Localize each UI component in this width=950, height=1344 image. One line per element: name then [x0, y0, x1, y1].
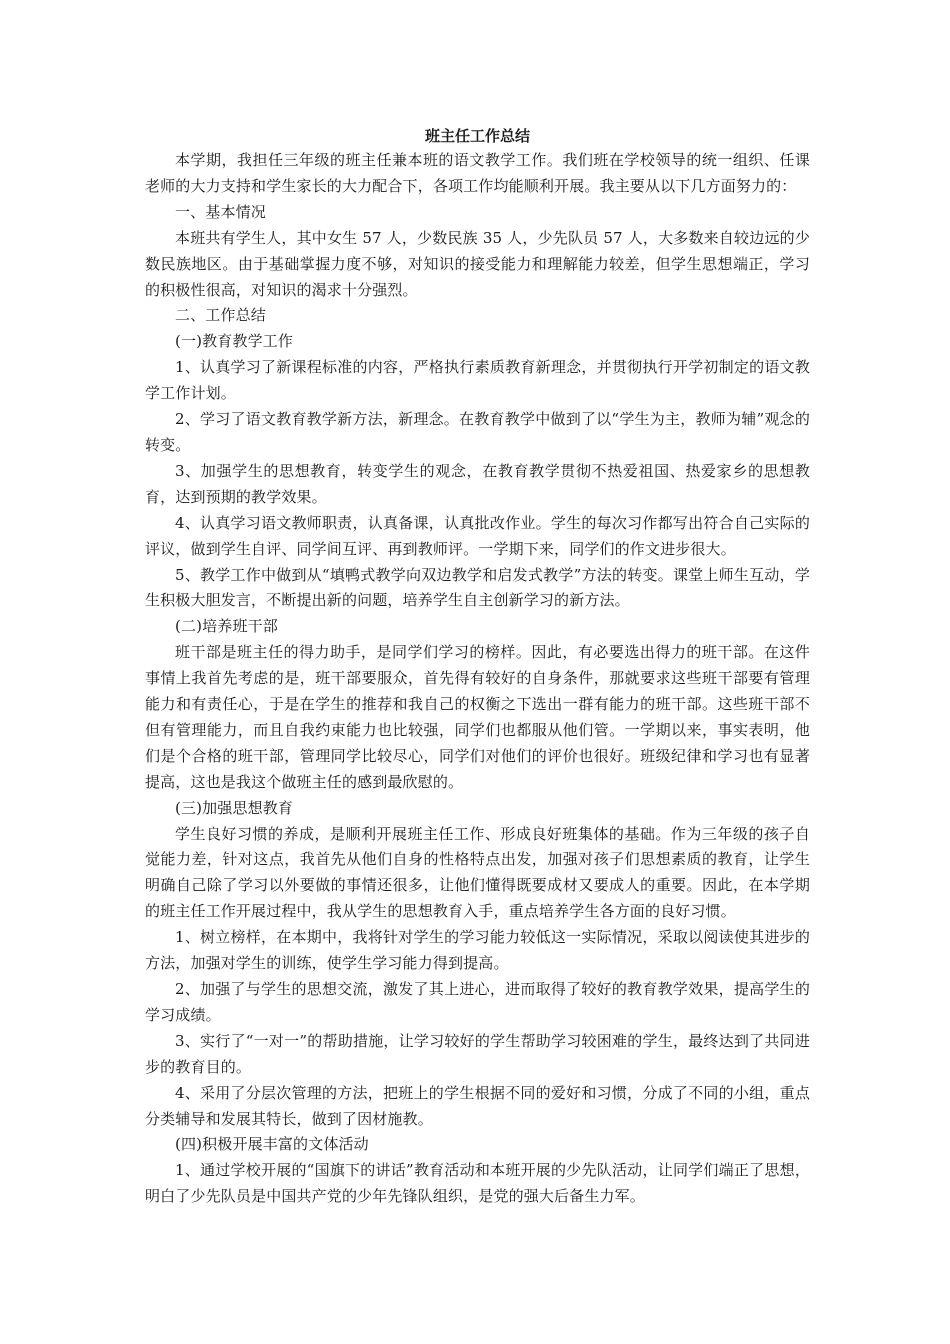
document-title: 班主任工作总结	[424, 127, 530, 145]
paragraph-teaching-item-4: 4、认真学习语文教师职责，认真备课，认真批改作业。学生的每次习作都写出符合自己实际的评议，做到学生自评、同学间互评、再到教师评。一学期下来，同学们的作文进步很大。	[145, 513, 810, 558]
paragraph-ideology-item-4: 4、采用了分层次管理的方法，把班上的学生根据不同的爱好和习惯，分成了不同的小组，重点分类辅导和发展其特长，做到了因材施教。	[145, 1083, 810, 1128]
paragraph-basic-situation: 本班共有学生人，其中女生 57 人，少数民族 35 人，少先队员 57 人，大多数来自较边远的少数民族地区。由于基础掌握力度不够，对知识的接受能力和理解能力较差，但学生思想端正，学习的积极性很高，对知识的渴求十分强烈。	[145, 228, 810, 299]
paragraph-ideology-item-2: 2、加强了与学生的思想交流，激发了其上进心，进而取得了较好的教育教学效果，提高学生的学习成绩。	[145, 980, 810, 1024]
subheading-teaching-work: (一)教育教学工作	[175, 332, 294, 351]
heading-basic-situation: 一、基本情况	[175, 202, 266, 221]
paragraph-intro: 本学期，我担任三年级的班主任兼本班的语文教学工作。我们班在学校领导的统一组织、任课老师的大力支持和学生家长的大力配合下，各项工作均能顺利开展。我主要从以下几方面努力的：	[145, 151, 810, 195]
paragraph-teaching-item-5: 5、教学工作中做到从“填鸭式教学向双边教学和启发式教学”方法的转变。课堂上师生互动，学生积极大胆发言，不断提出新的问题，培养学生自主创新学习的新方法。	[145, 565, 810, 610]
paragraph-teaching-item-3: 3、加强学生的思想教育，转变学生的观念，在教育教学贯彻不热爱祖国、热爱家乡的思想教育，达到预期的教学效果。	[145, 461, 810, 506]
paragraph-teaching-item-2: 2、学习了语文教育教学新方法，新理念。在教育教学中做到了以“学生为主，教师为辅”观念的转变。	[145, 410, 810, 454]
document-page	[145, 124, 810, 1210]
paragraph-teaching-item-1: 1、认真学习了新课程标准的内容，严格执行素质教育新理念，并贯彻执行开学初制定的语文教学工作计划。	[145, 358, 810, 403]
paragraph-ideology-item-3: 3、实行了“一对一”的帮助措施，让学习较好的学生帮助学习较困难的学生，最终达到了共同进步的教育目的。	[145, 1031, 810, 1076]
paragraph-class-cadres: 班干部是班主任的得力助手，是同学们学习的榜样。因此，有必要选出得力的班干部。在这件事情上我首先考虑的是，班干部要服众，首先得有较好的自身条件，那就要求这些班干部要有管理能力和有责任心，于是在学生的推荐和我自己的权衡之下选出一群有能力的班干部。这些班干部不但有管理能力，而且自我约束能力也比较强，同学们也都服从他们管。一学期以来，事实表明，他们是个合格的班干部，管理同学比较尽心，同学们对他们的评价也很好。班级纪律和学习也有显著提高，这也是我这个做班主任的感到最欣慰的。	[145, 643, 810, 791]
subheading-class-cadres: (二)培养班干部	[175, 617, 278, 636]
subheading-ideological-education: (三)加强思想教育	[175, 798, 294, 817]
heading-work-summary: 二、工作总结	[175, 306, 266, 325]
subheading-cultural-activities: (四)积极开展丰富的文体活动	[175, 1135, 369, 1154]
paragraph-activities-item-1: 1、通过学校开展的“国旗下的讲话”教育活动和本班开展的少先队活动，让同学们端正了思想，明白了少先队员是中国共产党的少年先锋队组织，是党的强大后备生力军。	[145, 1161, 810, 1206]
paragraph-ideology-item-1: 1、树立榜样，在本期中，我将针对学生的学习能力较低这一实际情况，采取以阅读使其进步的方法，加强对学生的训练，使学生学习能力得到提高。	[145, 928, 810, 973]
paragraph-ideological-education: 学生良好习惯的养成，是顺利开展班主任工作、形成良好班集体的基础。作为三年级的孩子自觉能力差，针对这点，我首先从他们自身的性格特点出发，加强对孩子们思想素质的教育，让学生明确自己除了学习以外要做的事情还很多，让他们懂得既要成材又要成人的重要。因此，在本学期的班主任工作开展过程中，我从学生的思想教育入手，重点培养学生各方面的良好习惯。	[145, 824, 810, 921]
